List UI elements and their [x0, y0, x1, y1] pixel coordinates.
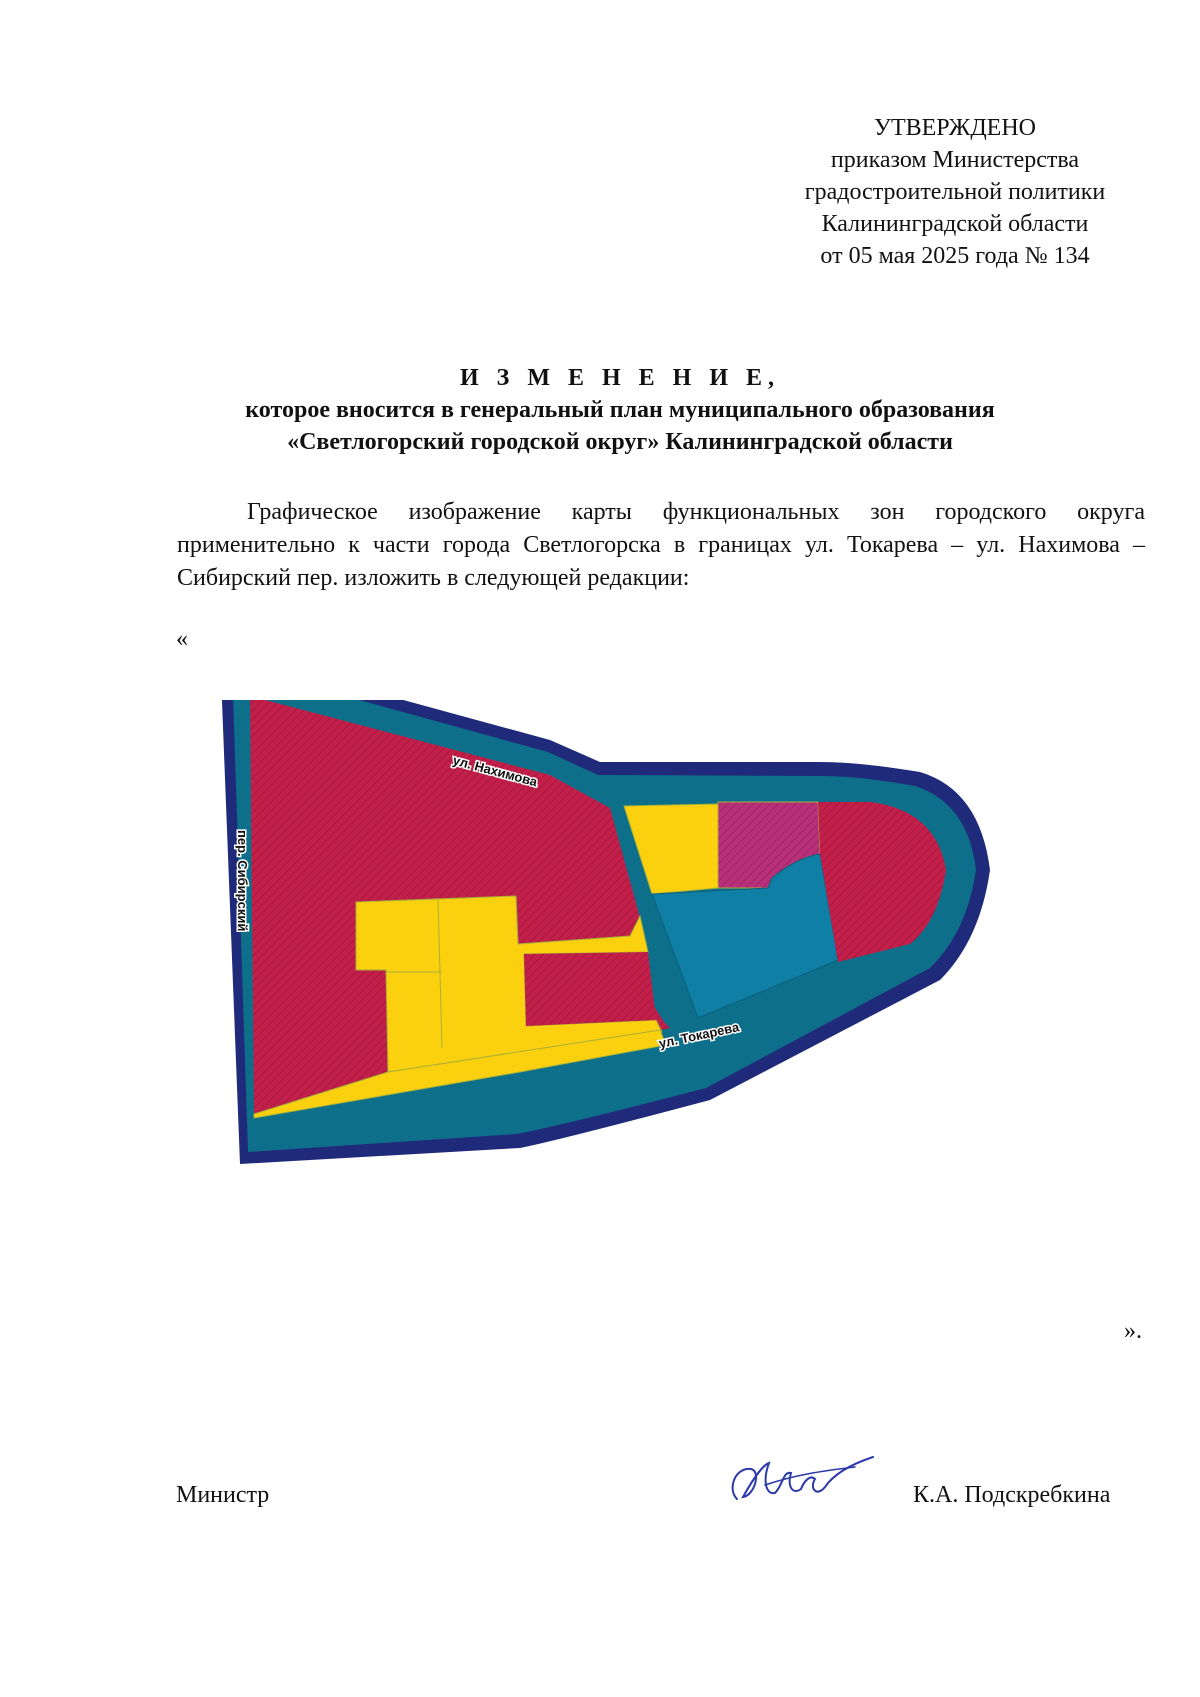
body-paragraph: Графическое изображение карты функциональных зон городского округа применительно к части города Светлогорска в границах ул. Токарева – ул. Нахимова – Сибирский пер. изложить в следующей редакции:: [177, 499, 1145, 591]
street-label-sibirsky: пер. Сибирский: [235, 830, 250, 932]
street-label-tokareva: ул. Токарева: [657, 1019, 741, 1051]
quote-close: ».: [1124, 1318, 1142, 1344]
functional-zones-map: [220, 700, 1080, 1280]
zone-residential-pocket: [524, 952, 656, 1026]
signer-role: Министр: [176, 1482, 270, 1508]
signer-name: К.А. Подскребкина: [913, 1482, 1111, 1508]
approval-line: приказом Министерства: [830, 147, 1080, 173]
approval-line: Калининградской области: [821, 211, 1089, 237]
approval-line: от 05 мая 2025 года № 134: [820, 243, 1090, 269]
approval-line: градостроительной политики: [804, 179, 1106, 205]
document-title: [180, 362, 1060, 458]
approval-line: УТВЕРЖДЕНО: [873, 115, 1037, 141]
title-line-2: «Светлогорский городской округ» Калининградской области: [287, 429, 953, 455]
title-heading: И З М Е Н Е Н И Е,: [459, 365, 780, 391]
street-label-nakhimova: ул. Нахимова: [451, 752, 539, 790]
quote-open: «: [176, 626, 188, 652]
handwritten-signature: [725, 1445, 875, 1515]
title-line-1: которое вносится в генеральный план муниципального образования: [245, 397, 995, 423]
approval-stamp: [760, 112, 1150, 272]
